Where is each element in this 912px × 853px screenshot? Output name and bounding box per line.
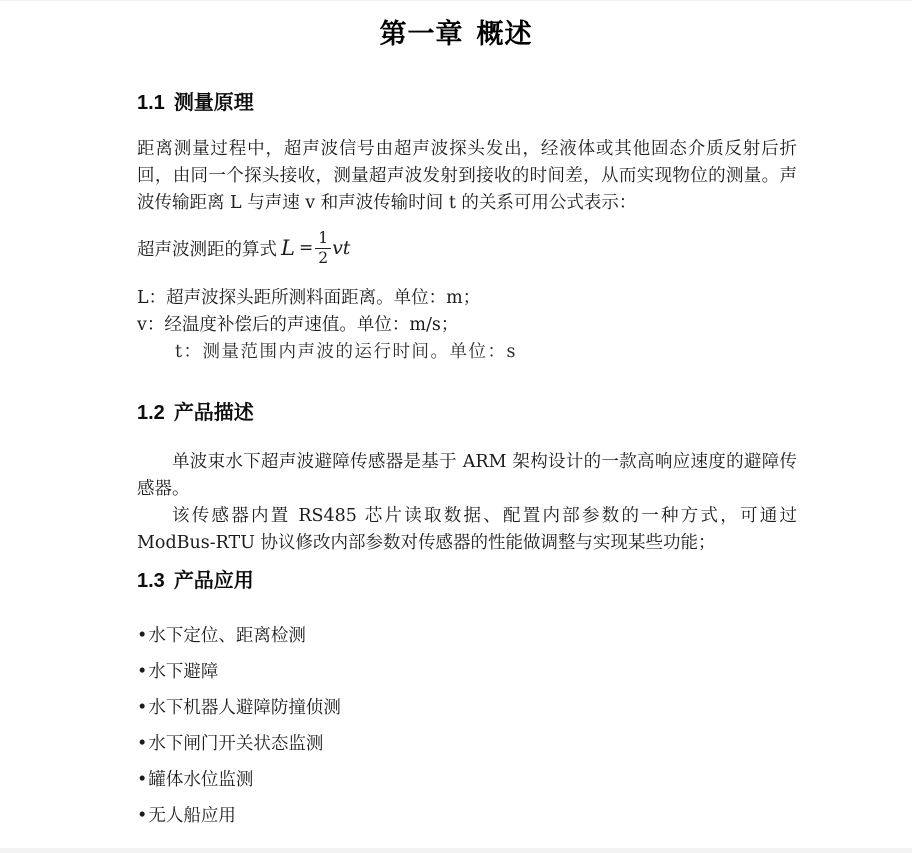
bullet-icon: • bbox=[137, 626, 148, 646]
list-item-text: 水下闸门开关状态监测 bbox=[148, 734, 324, 754]
list-item bbox=[137, 806, 797, 827]
section-number: 1.3 bbox=[137, 570, 165, 592]
variable-definitions bbox=[137, 285, 797, 366]
fraction-numerator: 1 bbox=[315, 230, 331, 249]
list-item bbox=[137, 770, 797, 791]
section-heading-1-2 bbox=[137, 402, 797, 425]
definition-t: t：测量范围内声波的运行时间。单位：s bbox=[175, 342, 518, 362]
bullet-icon: • bbox=[137, 770, 148, 790]
formula-row bbox=[137, 224, 797, 272]
page-title-subject: 概述 bbox=[476, 19, 533, 50]
list-item bbox=[137, 698, 797, 719]
list-item-text: 无人船应用 bbox=[148, 806, 236, 826]
page-title-chapter: 第一章 bbox=[379, 19, 464, 50]
section-number: 1.1 bbox=[137, 92, 165, 114]
section-label: 产品应用 bbox=[173, 570, 254, 592]
bullet-icon: • bbox=[137, 806, 148, 826]
list-item-text: 水下避障 bbox=[148, 662, 219, 682]
formula-rhs: vt bbox=[332, 237, 351, 259]
formula-label: 超声波测距的算式 bbox=[137, 239, 277, 260]
distance-formula bbox=[281, 230, 350, 267]
bullet-icon: • bbox=[137, 662, 148, 682]
measurement-principle-paragraph: 距离测量过程中，超声波信号由超声波探头发出，经液体或其他固态介质反射后折回，由同一个探头接收，测量超声波发射到接收的时间差，从而实现物位的测量。声波传输距离 L 与声速 v 和声波传输时间 t 的关系可用公式表示： bbox=[137, 139, 797, 213]
product-description-paragraph-2: 该传感器内置 RS485 芯片读取数据、配置内部参数的一种方式，可通过 ModBus-RTU 协议修改内部参数对传感器的性能做调整与实现某些功能； bbox=[137, 506, 797, 553]
page-title bbox=[0, 17, 912, 53]
document-content bbox=[137, 92, 797, 827]
list-item-text: 水下机器人避障防撞侦测 bbox=[148, 698, 341, 718]
section-heading-1-1 bbox=[137, 92, 797, 115]
formula-lhs: L bbox=[281, 236, 295, 260]
definition-v: v：经温度补偿后的声速值。单位：m/s； bbox=[137, 315, 459, 335]
fraction-denominator: 2 bbox=[318, 248, 329, 267]
application-list bbox=[137, 626, 797, 827]
list-item bbox=[137, 734, 797, 755]
bullet-icon: • bbox=[137, 698, 148, 718]
section-label: 产品描述 bbox=[173, 402, 254, 424]
definition-L: L：超声波探头距所测料面距离。单位：m； bbox=[137, 288, 481, 308]
formula-fraction bbox=[315, 230, 331, 267]
section-number: 1.2 bbox=[137, 402, 165, 424]
section-heading-1-3 bbox=[137, 570, 797, 593]
section-label: 测量原理 bbox=[173, 92, 254, 114]
list-item bbox=[137, 662, 797, 683]
list-item-text: 水下定位、距离检测 bbox=[148, 626, 306, 646]
product-description-paragraph-1: 单波束水下超声波避障传感器是基于 ARM 架构设计的一款高响应速度的避障传感器。 bbox=[137, 452, 797, 499]
list-item-text: 罐体水位监测 bbox=[148, 770, 254, 790]
list-item bbox=[137, 626, 797, 647]
bullet-icon: • bbox=[137, 734, 148, 754]
page-bottom-edge bbox=[0, 848, 912, 853]
formula-equals: = bbox=[298, 238, 314, 258]
